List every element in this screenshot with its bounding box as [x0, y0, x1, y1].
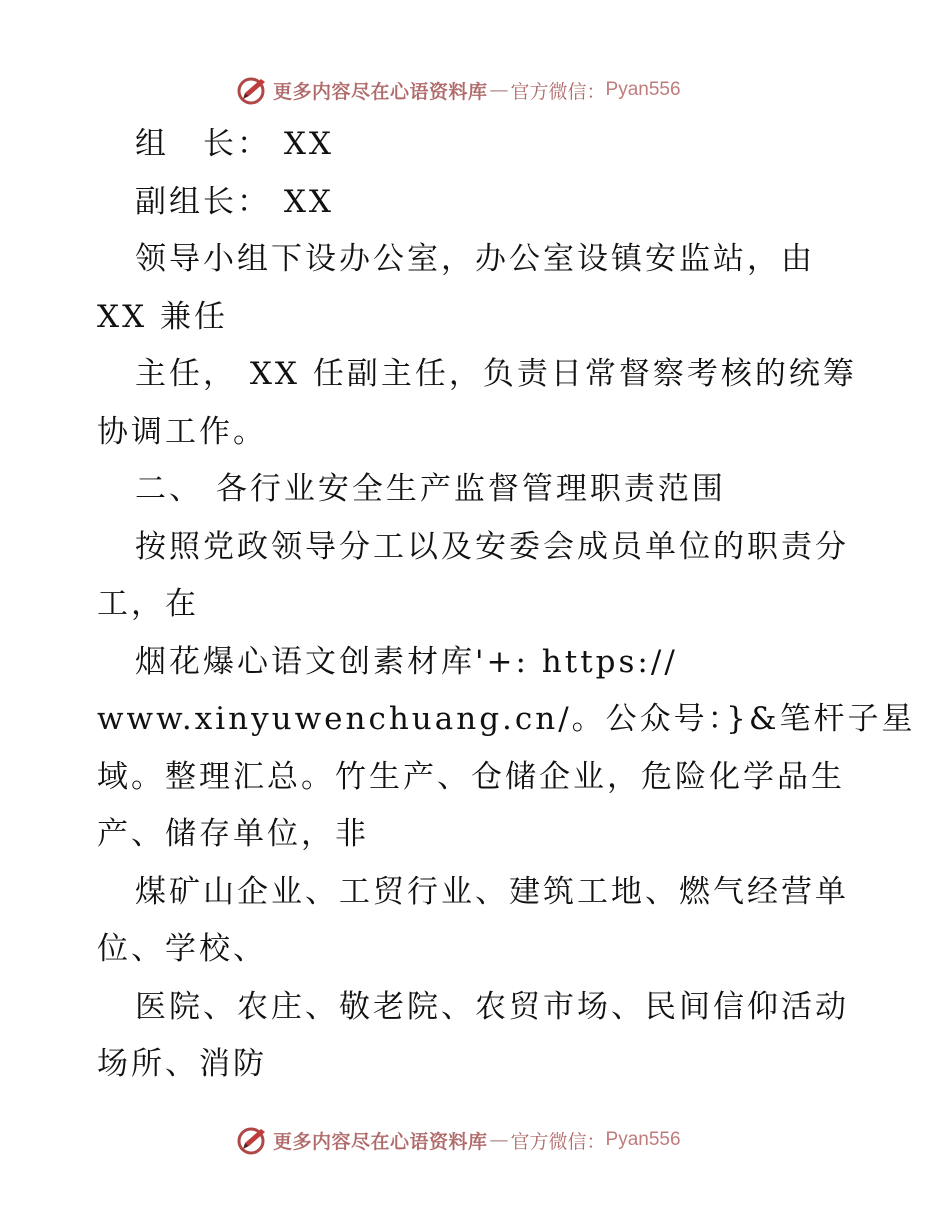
document-line: www.xinyuwenchuang.cn/。公众号：}&笔杆子星 [97, 701, 916, 737]
document-line: 域。整理汇总。竹生产、仓储企业，危险化学品生 [97, 758, 845, 795]
document-line: 煤矿山企业、工贸行业、建筑工地、燃气经营单 [135, 873, 849, 910]
document-line: 按照党政领导分工以及安委会成员单位的职责分 [135, 528, 849, 565]
document-line: 领导小组下设办公室，办公室设镇安监站，由 [135, 241, 815, 277]
footer-brand-text: 更多内容尽在心语资料库 [273, 1130, 488, 1153]
header-separator: — [489, 79, 509, 101]
footer-wechat-id: Pyan556 [605, 1129, 681, 1150]
footer-wechat-label: 官方微信： [510, 1130, 606, 1153]
footer-watermark-banner [235, 1123, 681, 1157]
document-line: 组 长： XX [135, 126, 334, 162]
footer-separator: — [489, 1129, 509, 1151]
document-line: 医院、农庄、敬老院、农贸市场、民间信仰活动 [135, 988, 849, 1025]
document-line: 场所、消防 [97, 1046, 267, 1082]
document-line: 位、学校、 [97, 931, 267, 967]
header-brand-text: 更多内容尽在心语资料库 [273, 80, 488, 103]
document-line: 副组长： XX [135, 183, 334, 220]
header-watermark-banner [235, 73, 681, 107]
document-line: 协调工作。 [97, 413, 267, 450]
pen-logo-icon [235, 73, 269, 107]
document-line: 烟花爆心语文创素材库'+: https:// [135, 643, 678, 680]
pen-logo-icon [235, 1123, 269, 1157]
document-line: 产、储存单位，非 [97, 816, 369, 852]
document-body [97, 116, 916, 1094]
document-line: 工，在 [97, 586, 199, 622]
document-line: XX 兼任 [97, 298, 228, 335]
header-wechat-label: 官方微信： [510, 80, 606, 103]
header-wechat-id: Pyan556 [605, 79, 681, 100]
document-line: 主任， XX 任副主任，负责日常督察考核的统筹 [135, 356, 857, 392]
section-heading: 二、 各行业安全生产监督管理职责范围 [135, 471, 726, 507]
